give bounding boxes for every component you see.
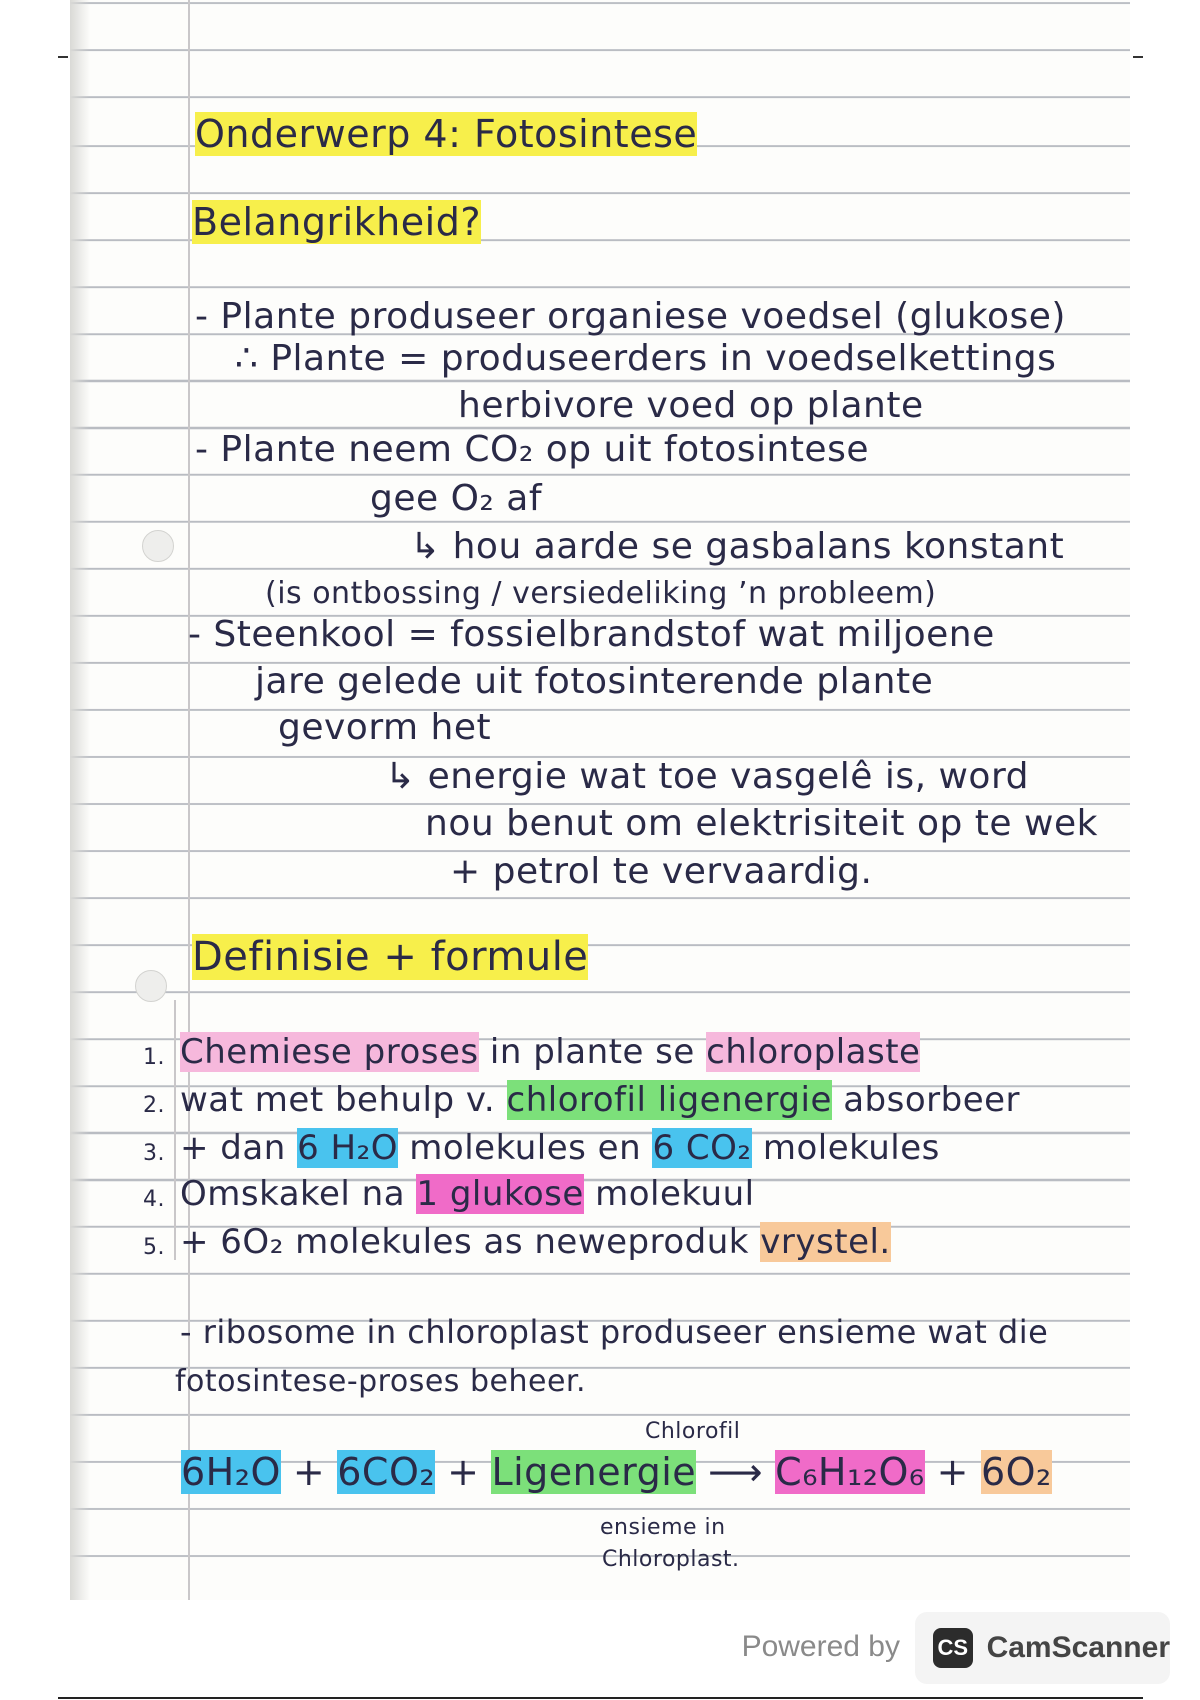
- highlighted-term: 6 CO₂: [652, 1128, 752, 1168]
- step-number: 5.: [143, 1235, 165, 1260]
- importance-heading-text: Belangrikheid?: [192, 200, 481, 244]
- page-shadow: [70, 0, 90, 1600]
- equation-term: C₆H₁₂O₆: [775, 1450, 925, 1494]
- note-line: ↳ hou aarde se gasbalans konstant: [410, 526, 1065, 567]
- binder-hole: [135, 970, 167, 1002]
- crop-mark-left: [58, 56, 68, 58]
- definition-heading: [192, 935, 588, 979]
- title-text: Onderwerp 4: Fotosintese: [195, 112, 698, 156]
- step-number: 1.: [143, 1045, 165, 1070]
- step-number: 3.: [143, 1141, 165, 1166]
- definition-step: [180, 1126, 940, 1170]
- equation-operator: ⟶: [708, 1450, 764, 1494]
- camscanner-logo-icon: CS: [933, 1628, 973, 1668]
- highlighted-term: vrystel.: [760, 1222, 891, 1262]
- equation-operator: +: [292, 1450, 326, 1494]
- equation-term: 6CO₂: [337, 1450, 436, 1494]
- step-text: + 6O₂ molekules as neweproduk: [180, 1222, 761, 1262]
- note-line: + petrol te vervaardig.: [450, 851, 873, 892]
- enzyme-label: ensieme in: [600, 1515, 726, 1540]
- highlighted-term: chlorofil ligenergie: [506, 1080, 832, 1120]
- highlighted-term: 6 H₂O: [297, 1128, 398, 1168]
- note-line: - ribosome in chloroplast produseer ensieme wat die: [180, 1313, 1049, 1351]
- step-number: 2.: [143, 1093, 165, 1118]
- step-text: molekuul: [583, 1174, 755, 1214]
- note-line: jare gelede uit fotosinterende plante: [255, 661, 934, 702]
- note-line: (is ontbossing / versiedeliking ʼn probleem): [265, 576, 937, 611]
- note-line: ↳ energie wat toe vasgelê is, word: [385, 756, 1029, 797]
- equation-term: Ligenergie: [491, 1450, 697, 1494]
- camscanner-badge[interactable]: [915, 1612, 1170, 1684]
- note-line: fotosintese-proses beheer.: [175, 1364, 587, 1399]
- note-line: - Plante neem CO₂ op uit fotosintese: [195, 429, 869, 470]
- margin-line-lower: [174, 1000, 176, 1260]
- crop-mark-right: [1133, 56, 1143, 58]
- powered-by-text: Powered by: [741, 1630, 900, 1663]
- step-text: molekules en: [397, 1128, 653, 1168]
- note-line: gevorm het: [278, 707, 492, 748]
- note-line: ∴ Plante = produseerders in voedselkettings: [235, 338, 1057, 379]
- equation-term: 6O₂: [980, 1450, 1052, 1494]
- importance-heading: [192, 200, 481, 244]
- bottom-rule: [58, 1697, 1143, 1699]
- step-number: 4.: [143, 1187, 165, 1212]
- definition-step: [180, 1030, 920, 1074]
- binder-hole: [142, 530, 174, 562]
- note-line: - Plante produseer organiese voedsel (glukose): [195, 296, 1066, 337]
- definition-heading-text: Definisie + formule: [192, 934, 589, 980]
- camscanner-brand: CamScanner: [986, 1631, 1170, 1664]
- note-line: gee O₂ af: [370, 478, 543, 519]
- enzyme-label-2: Chloroplast.: [602, 1547, 740, 1572]
- highlighted-term: 1 glukose: [416, 1174, 584, 1214]
- equation-operator: +: [936, 1450, 969, 1494]
- catalyst-label: Chlorofil: [645, 1419, 741, 1444]
- highlighted-term: chloroplaste: [706, 1032, 921, 1072]
- definition-step: [180, 1078, 1020, 1122]
- step-text: molekules: [751, 1128, 940, 1168]
- step-text: Omskakel na: [180, 1174, 417, 1214]
- note-line: nou benut om elektrisiteit op te wek: [425, 803, 1098, 844]
- photosynthesis-equation: [175, 1450, 1058, 1494]
- definition-step: [180, 1172, 755, 1216]
- step-text: absorbeer: [831, 1080, 1021, 1120]
- equation-operator: +: [447, 1450, 480, 1494]
- page-title: [195, 112, 697, 156]
- highlighted-term: Chemiese proses: [180, 1032, 479, 1072]
- step-text: + dan: [180, 1128, 298, 1168]
- step-text: in plante se: [478, 1032, 707, 1072]
- equation-term: 6H₂O: [181, 1450, 281, 1494]
- step-text: wat met behulp v.: [180, 1080, 507, 1120]
- definition-step: [180, 1220, 891, 1264]
- note-line: - Steenkool = fossielbrandstof wat miljoene: [188, 614, 995, 655]
- note-line: herbivore voed op plante: [458, 385, 924, 426]
